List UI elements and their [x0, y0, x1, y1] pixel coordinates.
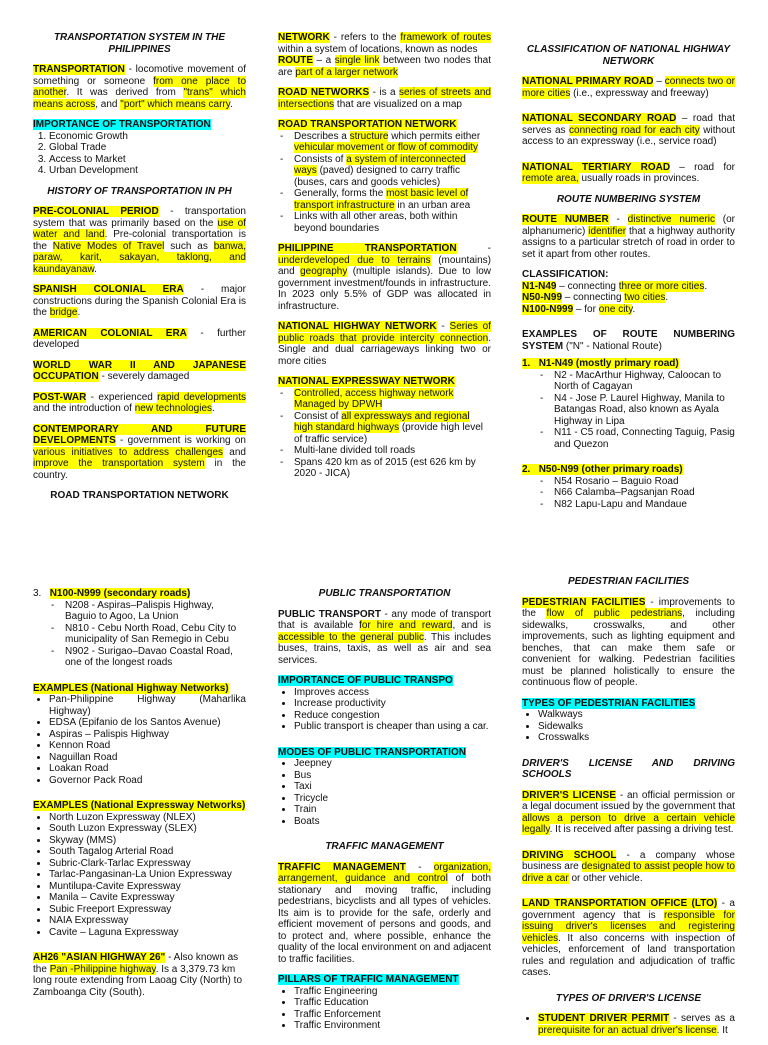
list-item: 3. Access to Market: [49, 154, 246, 166]
list-item: • Walkways: [538, 709, 735, 721]
section-title: TRANSPORTATION SYSTEM IN THE PHILIPPINES: [53, 32, 226, 55]
column-4: [33, 588, 246, 1007]
paragraph-route-number: ROUTE NUMBER - distinctive numeric (or alphanumeric) identifier that a highway authority assigns to a particular stretch of road in order to set it apart from other routes.: [522, 214, 736, 260]
list-item: • NAIA Expressway: [49, 915, 246, 927]
nen-heading: NATIONAL EXPRESSWAY NETWORK: [278, 376, 455, 387]
list-item: • South Luzon Expressway (SLEX): [49, 823, 246, 835]
pillars-heading: PILLARS OF TRAFFIC MANAGEMENT: [278, 974, 459, 985]
paragraph-primary-road: NATIONAL PRIMARY ROAD – connects two or more cities (i.e., expressway and freeway): [522, 76, 735, 99]
list-item: - N208 - Aspiras–Palispis Highway, Baguio to Agoo, La Union: [49, 600, 246, 623]
list-item: • Jeepney: [294, 758, 491, 770]
list-item: • North Luzon Expressway (NLEX): [49, 812, 246, 824]
list-item: - N4 - Jose P. Laurel Highway, Manila to Batangas Road, also known as Ayala Highway in Lipa: [538, 393, 735, 428]
column-2: [278, 32, 491, 489]
list-item: • Train: [294, 804, 491, 816]
list-item: • South Tagalog Arterial Road: [49, 846, 246, 858]
paragraph-driving-school: DRIVING SCHOOL - a company whose business are designated to assist people how to drive a car or other vehicle.: [522, 849, 735, 884]
rtn-heading: ROAD TRANSPORTATION NETWORK: [278, 119, 457, 130]
list-item: - Consists of a system of interconnected ways (paved) designed to carry traffic (buses, cars and goods vehicles): [278, 154, 491, 189]
group-1-list: [522, 370, 735, 451]
license-types-list: [522, 1013, 735, 1036]
paragraph-american: AMERICAN COLONIAL ERA - further developed: [33, 327, 246, 350]
list-item: • Subic Freeport Expressway: [49, 904, 246, 916]
group-3-list: [33, 600, 246, 669]
paragraph-contemporary: CONTEMPORARY AND FUTURE DEVELOPMENTS - government is working on various initiatives to address challenges and improve the transportation system in the country.: [33, 423, 246, 481]
paragraph-examples-head: EXAMPLES OF ROUTE NUMBERING SYSTEM ("N" - National Route): [522, 329, 735, 352]
list-item: - N66 Calamba–Pagsanjan Road: [538, 487, 735, 499]
list-item: - N11 - C5 road, Connecting Taguig, Pasig and Quezon: [538, 427, 735, 450]
paragraph-nhn: NATIONAL HIGHWAY NETWORK - Series of public roads that provide intercity connection. Single and dual carriageways linking two or more cities: [278, 321, 491, 367]
group-3-heading: 3. N100-N999 (secondary roads): [33, 588, 191, 599]
list-item: • Sidewalks: [538, 721, 735, 733]
modes-heading: MODES OF PUBLIC TRANSPORTATION: [278, 746, 466, 758]
examples-highway-heading: EXAMPLES (National Highway Networks): [33, 682, 229, 694]
column-3: [522, 44, 735, 516]
paragraph-public-transport: PUBLIC TRANSPORT - any mode of transport that is available for hire and reward, and is accessible to the general public. This includes buses, trains, taxis, as well as air and sea services.: [278, 608, 491, 666]
list-item: - Multi-lane divided toll roads: [278, 445, 491, 457]
classification-row: N50-N99 – connecting two cities.: [522, 292, 669, 303]
examples-expressway-heading: EXAMPLES (National Expressway Networks): [33, 800, 246, 811]
list-item: • Loakan Road: [49, 763, 246, 775]
list-item: - Generally, forms the most basic level of transport infrastructure in an urban area: [278, 188, 491, 211]
paragraph-postwar: POST-WAR - experienced rapid developments and the introduction of new technologies.: [33, 391, 246, 414]
examples-expressway-list: [33, 812, 246, 939]
paragraph-drivers-license: DRIVER'S LICENSE - an official permission or a legal document issued by the government that allows a person to drive a certain vehicle legally. It is received after passing a driving test.: [522, 789, 735, 835]
list-item: - N54 Rosario – Baguio Road: [538, 476, 735, 488]
list-item: • Reduce congestion: [294, 710, 491, 722]
list-item: • EDSA (Epifanio de los Santos Avenue): [49, 717, 246, 729]
classification-heading: CLASSIFICATION:: [522, 269, 609, 280]
group-2-heading: 2. N50-N99 (other primary roads): [522, 464, 683, 475]
modes-list: [278, 758, 491, 827]
list-item: • Bus: [294, 770, 491, 782]
examples-highway-list: [33, 694, 246, 786]
nen-list: [278, 388, 491, 480]
column-6: [522, 576, 735, 1045]
paragraph-tertiary-road: NATIONAL TERTIARY ROAD – road for remote area, usually roads in provinces.: [522, 161, 735, 184]
road-network-title: ROAD TRANSPORTATION NETWORK: [50, 490, 229, 501]
public-transport-title: PUBLIC TRANSPORTATION: [318, 588, 451, 599]
list-item: • Governor Pack Road: [49, 775, 246, 787]
list-item: • Crosswalks: [538, 732, 735, 744]
traffic-management-title: TRAFFIC MANAGEMENT: [325, 841, 444, 852]
license-title: DRIVER'S LICENSE AND DRIVING SCHOOLS: [522, 757, 735, 780]
list-item: - Links with all other areas, both within beyond boundaries: [278, 211, 491, 234]
list-item: • Pan-Philippine Highway (Maharlika Highway): [49, 694, 246, 717]
paragraph-spanish: SPANISH COLONIAL ERA - major constructions during the Spanish Colonial Era is the bridge.: [33, 284, 246, 318]
list-item: - Describes a structure which permits either vehicular movement or flow of commodity: [278, 131, 491, 154]
list-item: • Naguillan Road: [49, 752, 246, 764]
column-1: [33, 32, 246, 511]
history-title: HISTORY OF TRANSPORTATION IN PH: [47, 185, 232, 197]
list-item: 1. Economic Growth: [49, 131, 246, 143]
paragraph-route: ROUTE – a single link between two nodes that are part of a larger network: [278, 55, 491, 78]
importance-heading: IMPORTANCE OF TRANSPORTATION: [33, 119, 211, 130]
paragraph-pedestrian: PEDESTRIAN FACILITIES - improvements to the flow of public pedestrians, including sidewalks, crosswalks, and other improvements, such as lighting equipment and benches, that can make them safe or convenient for walking. Pedestrian facilities must be planned holistically to ensure the continuous flow of people.: [522, 596, 735, 688]
paragraph-transportation: TRANSPORTATION - locomotive movement of something or someone from one place to another. It was derived from "trans" which means across, and "port" which means carry.: [33, 64, 246, 110]
group-2-list: [522, 476, 735, 511]
list-item: - N810 - Cebu North Road, Cebu City to municipality of San Remegio in Cebu: [49, 623, 246, 646]
paragraph-lto: LAND TRANSPORTATION OFFICE (LTO) - a government agency that is responsible for issuing driver's licenses and registering vehicles. It also concerns with inspection of vehicles, enforcement of land transportation rules and regulation and adjudication of traffic cases.: [522, 898, 735, 978]
list-item: • Tricycle: [294, 793, 491, 805]
list-item: • STUDENT DRIVER PERMIT - serves as a prerequisite for an actual driver's license. It: [538, 1013, 735, 1036]
pedestrian-title: PEDESTRIAN FACILITIES: [567, 576, 690, 587]
list-item: 4. Urban Development: [49, 165, 246, 177]
pillars-list: [278, 986, 491, 1032]
list-item: • Kennon Road: [49, 740, 246, 752]
importance-list: [33, 131, 246, 177]
list-item: - Spans 420 km as of 2015 (est 626 km by 2020 - JICA): [278, 457, 491, 480]
rtn-list: [278, 131, 491, 235]
paragraph-network: NETWORK - refers to the framework of routes within a system of locations, known as nodes: [278, 32, 491, 55]
list-item: • Traffic Engineering: [294, 986, 491, 998]
list-item: - N902 - Surigao–Davao Coastal Road, one of the longest roads: [49, 646, 246, 669]
list-item: - N82 Lapu-Lapu and Mandaue: [538, 499, 735, 511]
paragraph-ph-transportation: PHILIPPINE TRANSPORTATION - underdeveloped due to terrains (mountains) and geography (multiple islands). Due to low government investment/founds in infrastructure. In 2023 only 5.5% of GDP was allocated in infrastructure.: [278, 243, 491, 312]
classification-row: N1-N49 – connecting three or more cities.: [522, 280, 708, 292]
list-item: • Traffic Environment: [294, 1020, 491, 1032]
list-item: • Skyway (MMS): [49, 835, 246, 847]
classification-title: CLASSIFICATION OF NATIONAL HIGHWAY NETWORK: [526, 44, 731, 67]
paragraph-precolonial: PRE-COLONIAL PERIOD - transportation system that was primarily based on the use of water and land. Pre-colonial transportation is the Native Modes of Travel such as banwa, paraw, karit, sakayan, taklong, and kaundayanaw.: [33, 206, 246, 275]
classification-row: N100-N999 – for one city.: [522, 303, 636, 315]
paragraph-secondary-road: NATIONAL SECONDARY ROAD – road that serves as connecting road for each city without access to an expressway (i.e., service road): [522, 113, 736, 147]
list-item: • Taxi: [294, 781, 491, 793]
list-item: - Consist of all expressways and regional high standard highways (provide high level of traffic service): [278, 411, 491, 446]
importance-public-list: [278, 687, 491, 733]
list-item: • Cavite – Laguna Expressway: [49, 927, 246, 939]
paragraph-ww2: WORLD WAR II AND JAPANESE OCCUPATION - severely damaged: [33, 359, 246, 382]
paragraph-road-networks: ROAD NETWORKS - is a series of streets and intersections that are visualized on a map: [278, 87, 491, 110]
list-item: 2. Global Trade: [49, 142, 246, 154]
types-pedestrian-list: [522, 709, 735, 744]
paragraph-traffic-management: TRAFFIC MANAGEMENT - organization, arrangement, guidance and control of both stationary and moving traffic, including pedestrians, bicyclists and all types of vehicles. Its aim is to provide for the safe, orderly and efficient movement of persons and goods, and to protect and, where possible, enhance the quality of the local environment on and adjacent to traffic facilities.: [278, 861, 491, 965]
group-1-heading: 1. N1-N49 (mostly primary road): [522, 358, 679, 369]
list-item: • Increase productivity: [294, 698, 491, 710]
importance-public-heading: IMPORTANCE OF PUBLIC TRANSPO: [278, 675, 453, 686]
list-item: • Boats: [294, 816, 491, 828]
list-item: • Tarlac-Pangasinan-La Union Expressway: [49, 869, 246, 881]
list-item: • Muntilupa-Cavite Expressway: [49, 881, 246, 893]
list-item: • Subric-Clark-Tarlac Expressway: [49, 858, 246, 870]
list-item: - Controlled, access highway network Managed by DPWH: [278, 388, 491, 411]
paragraph-asian-highway: AH26 "ASIAN HIGHWAY 26" - Also known as the Pan -Philippine highway. Is a 3,379.73 km long route extending from Laoag City (North) to Zamboanga City (South).: [33, 952, 242, 998]
list-item: • Improves access: [294, 687, 491, 699]
list-item: • Aspiras – Palispis Highway: [49, 729, 246, 741]
route-numbering-title: ROUTE NUMBERING SYSTEM: [556, 193, 701, 205]
list-item: • Public transport is cheaper than using a car.: [294, 721, 491, 733]
column-5: [278, 588, 491, 1041]
list-item: • Traffic Education: [294, 997, 491, 1009]
license-types-title: TYPES OF DRIVER'S LICENSE: [555, 992, 702, 1004]
list-item: • Manila – Cavite Expressway: [49, 892, 246, 904]
list-item: • Traffic Enforcement: [294, 1009, 491, 1021]
list-item: - N2 - MacArthur Highway, Caloocan to North of Cagayan: [538, 370, 735, 393]
types-pedestrian-heading: TYPES OF PEDESTRIAN FACILITIES: [522, 697, 696, 709]
